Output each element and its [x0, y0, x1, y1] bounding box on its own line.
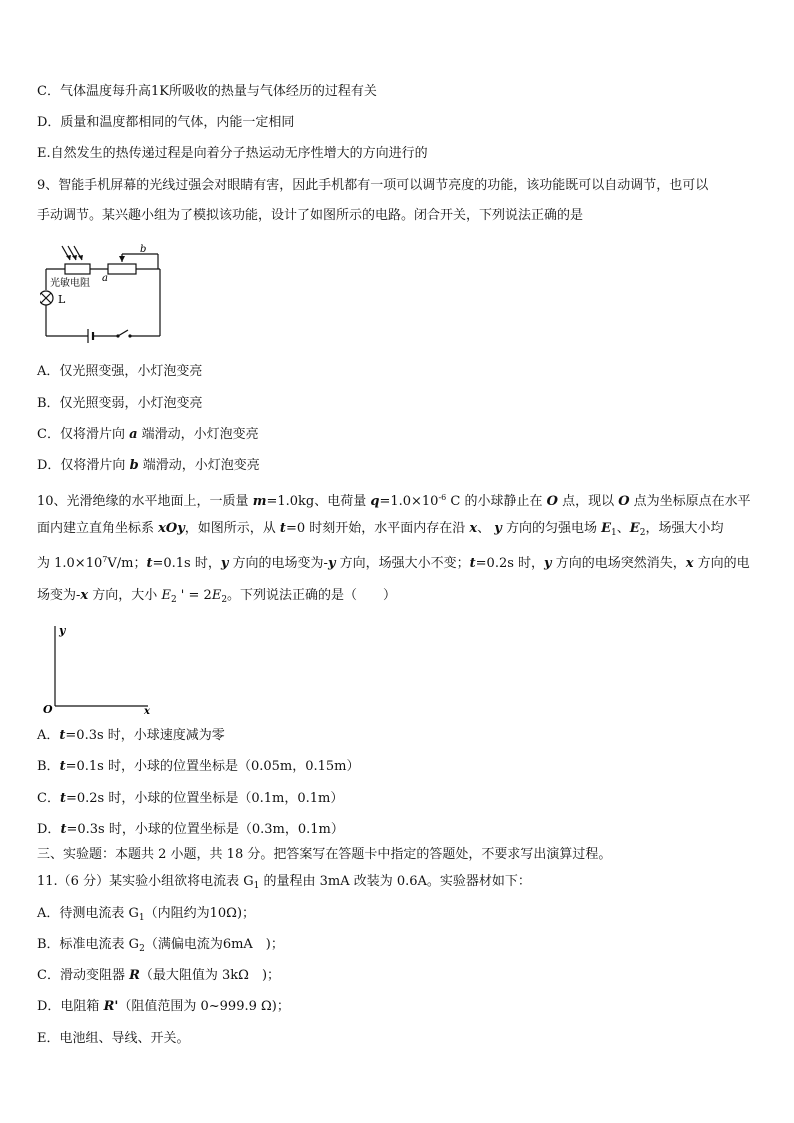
q11-option-e: E．电池组、导线、开关。: [37, 1031, 190, 1046]
q10-option-c: C．t=0.2s 时，小球的位置坐标是（0.1m，0.1m）: [37, 791, 344, 806]
section-3-heading: 三、实验题：本题共 2 小题，共 18 分。把答案写在答题卡中指定的答题处，不要求写出演算过程。: [37, 847, 612, 862]
q9-option-a: A．仅光照变强，小灯泡变亮: [37, 364, 203, 379]
photoresistor-symbol: [65, 264, 90, 274]
q9-stem-line2: 手动调节。某兴趣小组为了模拟该功能，设计了如图所示的电路。闭合开关，下列说法正确的是: [37, 208, 584, 223]
axis-origin-label: O: [43, 703, 53, 716]
q9-circuit-diagram: [40, 244, 170, 344]
q11-option-d: D．电阻箱 R'（阻值范围为 0~999.9 Ω)；: [37, 999, 290, 1014]
q10-option-b: B．t=0.1s 时，小球的位置坐标是（0.05m，0.15m）: [37, 759, 360, 774]
q8-option-e: E.自然发生的热传递过程是向着分子热运动无序性增大的方向进行的: [37, 146, 428, 161]
q10-stem-line3: 为 $1.0\times 10^7V/m$；t=0.1s 时，y 方向的电场变为-y 方向，场强大小不变；t=0.2s 时，y 方向的电场突然消失，x 方向的电: [37, 555, 750, 571]
q11-option-b: B．标准电流表 $G_2$（满偏电流为6mA )；: [37, 937, 284, 954]
rheostat-symbol: [108, 264, 136, 274]
switch-symbol: [118, 330, 128, 336]
q10-stem-line4: 场变为-x 方向，大小 $E_2$ ' = $2E_2$。下列说法正确的是（ ）: [37, 588, 397, 605]
q10-option-a: A．t=0.3s 时，小球速度减为零: [37, 728, 225, 743]
q9-option-c: C．仅将滑片向 a 端滑动，小灯泡变亮: [37, 427, 259, 442]
point-b-label: b: [140, 244, 147, 255]
q11-stem: 11.（6 分）某实验小组欲将电流表 $G_1$ 的量程由 3mA 改装为 0.6A。实验器材如下：: [37, 874, 531, 891]
q9-stem-line1: 9、智能手机屏幕的光线过强会对眼睛有害，因此手机都有一项可以调节亮度的功能，该功能既可以自动调节，也可以: [37, 178, 709, 193]
q10-option-d: D．t=0.3s 时，小球的位置坐标是（0.3m，0.1m）: [37, 822, 344, 837]
photoresistor-label: 光敏电阻: [50, 278, 90, 289]
lamp-label: L: [58, 293, 66, 306]
q8-option-c: C．气体温度每升高1K所吸收的热量与气体经历的过程有关: [37, 84, 377, 99]
q10-stem-line1: 10、光滑绝缘的水平地面上，一质量 m=1.0kg、电荷量 $q=1.0\times 10^{-6}$ C 的小球静止在 O 点，现以 O 点为坐标原点在水平: [37, 493, 751, 509]
axis-x-label: x: [144, 706, 150, 716]
axis-y-label: y: [59, 624, 66, 637]
q11-option-a: A．待测电流表 $G_1$（内阻约为10Ω)；: [37, 906, 256, 923]
q9-option-d: D．仅将滑片向 b 端滑动，小灯泡变亮: [37, 458, 260, 473]
q9-option-b: B．仅光照变弱，小灯泡变亮: [37, 396, 203, 411]
q11-option-c: C．滑动变阻器 R（最大阻值为 3kΩ )；: [37, 968, 281, 983]
q10-stem-line2: 面内建立直角坐标系 xOy，如图所示，从 t=0 时刻开始，水平面内存在沿 x、 y 方向的匀强电场 $E_1$、$E_2$，场强大小均: [37, 521, 724, 538]
point-a-label: a: [102, 273, 108, 284]
q10-axes-diagram: [40, 620, 160, 716]
q8-option-d: D．质量和温度都相同的气体，内能一定相同: [37, 115, 295, 130]
